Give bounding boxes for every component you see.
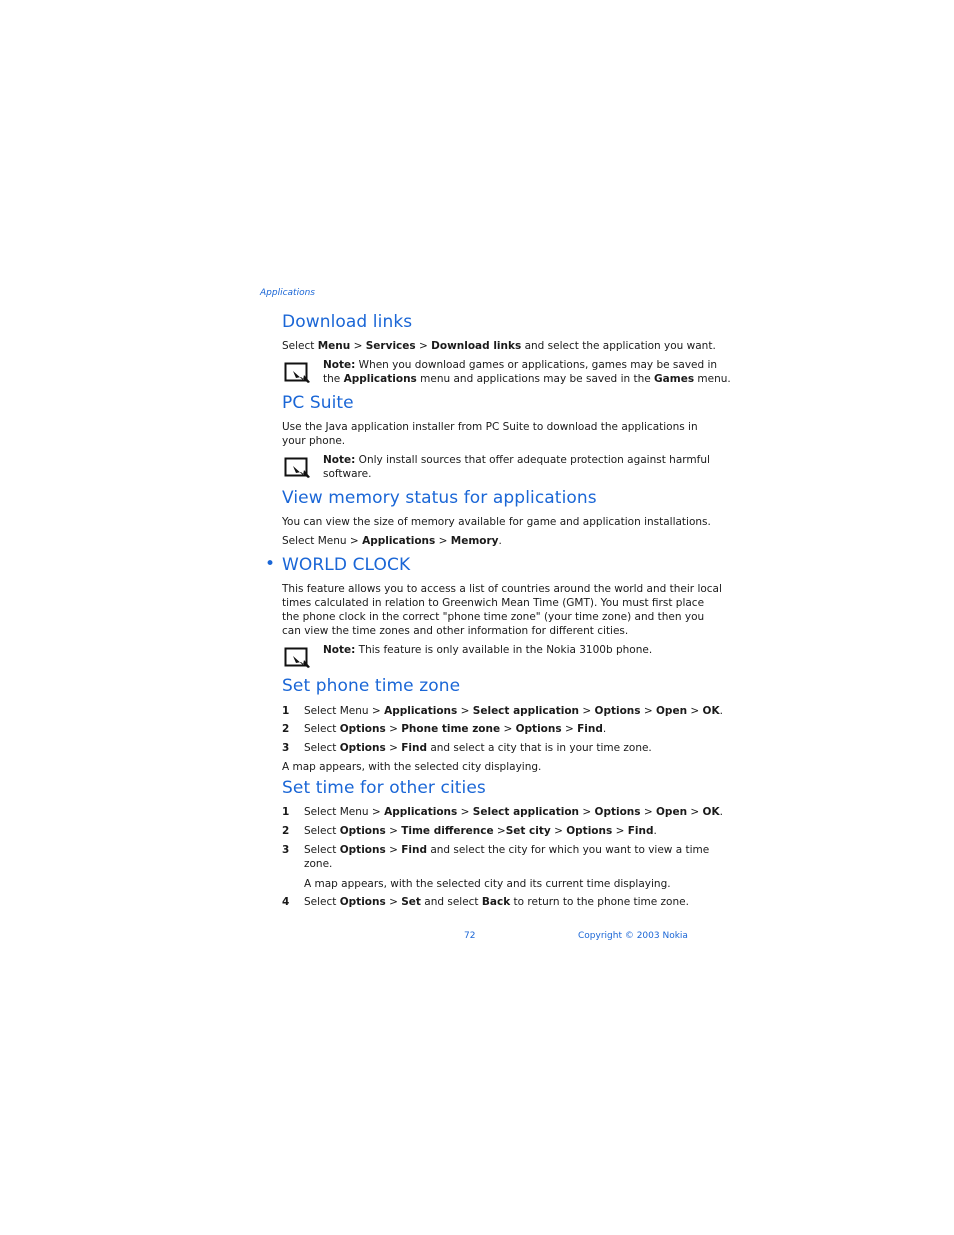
- memory-instruction: Select Menu > Applications > Memory.: [282, 535, 502, 547]
- step-text: Select Menu > Applications > Select application > Options > Open > OK.: [304, 705, 723, 717]
- pc-suite-paragraph: Use the Java application installer from PC Suite to download the applications in your phone.: [282, 421, 698, 447]
- copyright: Copyright © 2003 Nokia: [578, 931, 688, 941]
- note-download-links: Note: When you download games or applications, games may be saved in the Applications menu and applications may be saved in the Games menu.: [323, 359, 731, 385]
- note-icon: [284, 647, 312, 669]
- page-number: 72: [464, 931, 476, 941]
- step-number: 3: [282, 742, 290, 754]
- note-world-clock: Note: This feature is only available in the Nokia 3100b phone.: [323, 644, 653, 656]
- step-text: Select Options > Phone time zone > Options > Find.: [304, 723, 607, 735]
- heading-world-clock: WORLD CLOCK: [282, 555, 411, 575]
- note-pc-suite: Note: Only install sources that offer adequate protection against harmful software.: [323, 454, 710, 480]
- heading-pc-suite: PC Suite: [282, 393, 354, 413]
- step-text: Select Options > Time difference >Set city > Options > Find.: [304, 825, 657, 837]
- note-icon: [284, 362, 312, 384]
- step-text: Select Options > Find and select the city for which you want to view a time zone.: [304, 844, 710, 870]
- step-number: 4: [282, 896, 290, 908]
- step-number: 2: [282, 825, 290, 837]
- heading-download-links: Download links: [282, 312, 413, 332]
- memory-paragraph: You can view the size of memory available for game and application installations.: [282, 516, 711, 528]
- step-text: Select Options > Set and select Back to return to the phone time zone.: [304, 896, 689, 908]
- heading-set-phone-time-zone: Set phone time zone: [282, 676, 461, 696]
- running-header: Applications: [260, 288, 315, 298]
- heading-view-memory: View memory status for applications: [282, 488, 597, 508]
- note-icon: [284, 457, 312, 479]
- step-text: Select Options > Find and select a city that is in your time zone.: [304, 742, 652, 754]
- world-clock-paragraph: This feature allows you to access a list of countries around the world and their local times calculated in relation to Greenwich Mean Time (GMT). You must first place the phone clock in the correct "phone time zone" (your time zone) and then you can view the time zones and other information for different cities.: [282, 583, 722, 637]
- map-appears-text: A map appears, with the selected city displaying.: [282, 761, 542, 773]
- step-number: 1: [282, 806, 290, 818]
- map-appears-text: A map appears, with the selected city and its current time displaying.: [304, 878, 671, 890]
- heading-set-time-other-cities: Set time for other cities: [282, 778, 486, 798]
- step-number: 2: [282, 723, 290, 735]
- step-number: 1: [282, 705, 290, 717]
- section-bullet: •: [265, 554, 276, 574]
- step-text: Select Menu > Applications > Select application > Options > Open > OK.: [304, 806, 723, 818]
- step-number: 3: [282, 844, 290, 856]
- download-links-paragraph: Select Menu > Services > Download links and select the application you want.: [282, 340, 716, 352]
